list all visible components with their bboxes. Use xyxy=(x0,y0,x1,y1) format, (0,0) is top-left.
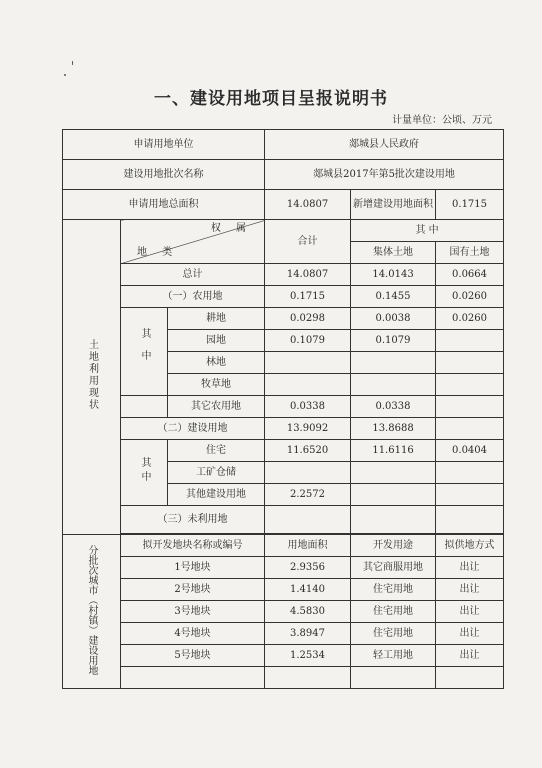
cell-collective: 0.0038 xyxy=(351,308,436,330)
row-label: 住宅 xyxy=(168,440,265,462)
unit-note: 计量单位：公顷、万元 xyxy=(392,115,492,126)
ownership-label: 权 属 xyxy=(210,223,253,234)
plot-use-header: 开发用途 xyxy=(351,535,436,557)
row-label: 耕地 xyxy=(168,308,265,330)
state-col-header: 国有土地 xyxy=(436,242,504,264)
cell-total: 13.9092 xyxy=(265,418,351,440)
row-label: 牧草地 xyxy=(168,374,265,396)
cell-state xyxy=(436,396,504,418)
cell-collective xyxy=(351,374,436,396)
plot-use: 轻工用地 xyxy=(351,645,436,667)
table-row xyxy=(63,667,504,689)
plot-use: 住宅用地 xyxy=(351,623,436,645)
plot-name: 4号地块 xyxy=(121,623,265,645)
plot-method-empty xyxy=(436,667,504,689)
cell-collective: 0.0338 xyxy=(351,396,436,418)
plots-label-text: 分批次城市（村镇）建设用地 xyxy=(86,544,97,675)
plot-use: 住宅用地 xyxy=(351,601,436,623)
cell-total xyxy=(265,506,351,534)
cell-total: 14.0807 xyxy=(265,264,351,286)
table-row xyxy=(63,557,504,579)
row-label: 园地 xyxy=(168,330,265,352)
cell-state xyxy=(436,374,504,396)
cell-total: 11.6520 xyxy=(265,440,351,462)
batch-value: 郯城县2017年第5批次建设用地 xyxy=(265,160,504,190)
table-row xyxy=(63,601,504,623)
qizhong-label xyxy=(121,308,168,396)
table-row xyxy=(63,440,504,462)
table-row xyxy=(63,418,504,440)
cell-state xyxy=(436,330,504,352)
plot-name-header: 拟开发地块名称或编号 xyxy=(121,535,265,557)
new-area-value: 0.1715 xyxy=(436,190,504,220)
qizhong-text: 其中 xyxy=(139,456,150,485)
plot-name: 3号地块 xyxy=(121,601,265,623)
cell-total: 2.2572 xyxy=(265,484,351,506)
cell-collective: 11.6116 xyxy=(351,440,436,462)
applicant-value: 郯城县人民政府 xyxy=(265,130,504,160)
total-area-label: 申请用地总面积 xyxy=(63,190,265,220)
plot-name: 2号地块 xyxy=(121,579,265,601)
cell-collective xyxy=(351,352,436,374)
cell-state: 0.0260 xyxy=(436,308,504,330)
collective-col-header: 集体土地 xyxy=(351,242,436,264)
total-area-value: 14.0807 xyxy=(265,190,351,220)
table-row xyxy=(63,308,504,330)
cell-total: 0.1715 xyxy=(265,286,351,308)
plots-section-label xyxy=(63,535,121,689)
category-label: 地 类 xyxy=(137,247,179,258)
cell-total: 0.0338 xyxy=(265,396,351,418)
scan-speck xyxy=(64,74,66,76)
plot-area: 2.9356 xyxy=(265,557,351,579)
cell-state xyxy=(436,418,504,440)
plot-method: 出让 xyxy=(436,601,504,623)
plot-use: 其它商服用地 xyxy=(351,557,436,579)
plot-name: 1号地块 xyxy=(121,557,265,579)
total-col-header: 合计 xyxy=(265,220,351,264)
table-row xyxy=(63,506,504,534)
plot-method: 出让 xyxy=(436,645,504,667)
row-label: 其他建设用地 xyxy=(168,484,265,506)
cell-total: 0.0298 xyxy=(265,308,351,330)
row-label: （三）未利用地 xyxy=(121,506,265,534)
plot-use-empty xyxy=(351,667,436,689)
cell-state: 0.0664 xyxy=(436,264,504,286)
cell-collective xyxy=(351,484,436,506)
plot-use: 住宅用地 xyxy=(351,579,436,601)
plot-name-empty xyxy=(121,667,265,689)
cell-state: 0.0260 xyxy=(436,286,504,308)
row-label: 工矿仓储 xyxy=(168,462,265,484)
cell-state xyxy=(436,352,504,374)
plot-area-header: 用地面积 xyxy=(265,535,351,557)
row-label: 总计 xyxy=(121,264,265,286)
spacer-cell xyxy=(121,396,168,418)
qizhong-text: 其中 xyxy=(139,327,150,372)
cell-state xyxy=(436,462,504,484)
qizhong-label xyxy=(121,440,168,506)
row-label: （一）农用地 xyxy=(121,286,265,308)
scan-speck xyxy=(72,61,73,65)
cell-collective: 14.0143 xyxy=(351,264,436,286)
row-label: 林地 xyxy=(168,352,265,374)
cell-total xyxy=(265,462,351,484)
land-status-label-text: 土地利用现状 xyxy=(86,339,98,411)
cell-total xyxy=(265,352,351,374)
cell-total xyxy=(265,374,351,396)
applicant-label: 申请用地单位 xyxy=(63,130,265,160)
cell-collective xyxy=(351,506,436,534)
cell-collective: 0.1079 xyxy=(351,330,436,352)
ownership-category-header xyxy=(121,220,265,264)
cell-state xyxy=(436,506,504,534)
row-label: （二）建设用地 xyxy=(121,418,265,440)
plot-method: 出让 xyxy=(436,623,504,645)
new-area-label: 新增建设用地面积 xyxy=(351,190,436,220)
among-col-header: 其 中 xyxy=(351,220,504,242)
plot-area: 3.8947 xyxy=(265,623,351,645)
cell-state: 0.0404 xyxy=(436,440,504,462)
table-row xyxy=(63,396,504,418)
plot-method: 出让 xyxy=(436,579,504,601)
plot-area: 1.2534 xyxy=(265,645,351,667)
plot-area: 4.5830 xyxy=(265,601,351,623)
land-status-section-label xyxy=(63,220,121,535)
page-title: 一、建设用地项目呈报说明书 xyxy=(154,89,388,109)
plot-area: 1.4140 xyxy=(265,579,351,601)
cell-total: 0.1079 xyxy=(265,330,351,352)
cell-collective: 13.8688 xyxy=(351,418,436,440)
row-label: 其它农用地 xyxy=(168,396,265,418)
land-report-table xyxy=(62,129,504,689)
plot-name: 5号地块 xyxy=(121,645,265,667)
plot-method: 出让 xyxy=(436,557,504,579)
table-row xyxy=(63,286,504,308)
plot-area-empty xyxy=(265,667,351,689)
cell-collective: 0.1455 xyxy=(351,286,436,308)
plot-method-header: 拟供地方式 xyxy=(436,535,504,557)
cell-state xyxy=(436,484,504,506)
cell-collective xyxy=(351,462,436,484)
table-row xyxy=(63,264,504,286)
table-row xyxy=(63,645,504,667)
table-row xyxy=(63,579,504,601)
batch-label: 建设用地批次名称 xyxy=(63,160,265,190)
table-row xyxy=(63,623,504,645)
